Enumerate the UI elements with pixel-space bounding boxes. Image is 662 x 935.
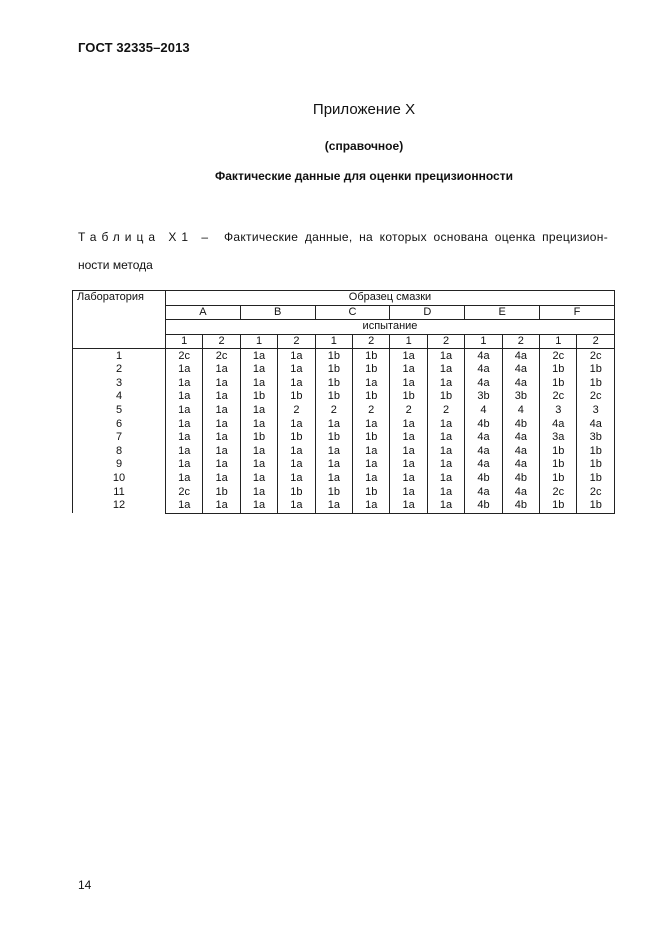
value-cell: 2 (427, 404, 464, 418)
value-cell: 1a (240, 363, 277, 377)
value-cell: 1b (315, 485, 352, 499)
value-cell: 1a (427, 445, 464, 459)
table-row (73, 499, 615, 513)
value-cell: 1a (390, 472, 427, 486)
value-cell: 1a (390, 417, 427, 431)
value-cell: 1b (353, 485, 390, 499)
value-cell: 4a (502, 445, 539, 459)
value-cell: 1b (540, 445, 577, 459)
data-table (72, 290, 615, 514)
value-cell: 4a (540, 417, 577, 431)
lab-number-cell: 1 (73, 349, 166, 363)
value-cell: 1a (166, 404, 203, 418)
table-caption (78, 230, 608, 272)
test-number-header: 1 (465, 334, 502, 349)
table-row (73, 458, 615, 472)
test-number-header: 1 (540, 334, 577, 349)
appendix-title: Приложение X (312, 101, 416, 118)
value-cell: 1a (240, 485, 277, 499)
value-cell: 2c (166, 485, 203, 499)
table-row (73, 349, 615, 363)
lab-header-spacer (73, 334, 166, 349)
value-cell: 1a (278, 499, 315, 513)
value-cell: 4b (465, 499, 502, 513)
value-cell: 1a (390, 363, 427, 377)
appendix-kind: (справочное) (324, 139, 404, 153)
value-cell: 1a (390, 499, 427, 513)
value-cell: 4a (465, 458, 502, 472)
value-cell: 1b (278, 431, 315, 445)
value-cell: 1b (315, 377, 352, 391)
table-row (73, 390, 615, 404)
value-cell: 1a (166, 377, 203, 391)
value-cell: 1b (577, 499, 615, 513)
lab-number-cell: 2 (73, 363, 166, 377)
value-cell: 1a (203, 445, 240, 459)
lab-number-cell: 10 (73, 472, 166, 486)
value-cell: 2c (577, 390, 615, 404)
value-cell: 1b (540, 499, 577, 513)
value-cell: 1a (166, 472, 203, 486)
value-cell: 1b (353, 431, 390, 445)
value-cell: 2 (278, 404, 315, 418)
value-cell: 1a (166, 458, 203, 472)
table-row (73, 417, 615, 431)
value-cell: 1a (390, 485, 427, 499)
value-cell: 2c (540, 485, 577, 499)
value-cell: 4a (465, 485, 502, 499)
appendix-subtitle: Фактические данные для оценки прецизионности (215, 169, 513, 183)
table-row (73, 472, 615, 486)
sample-header: C (315, 305, 390, 320)
value-cell: 1a (427, 431, 464, 445)
value-cell: 1a (240, 377, 277, 391)
value-cell: 2 (353, 404, 390, 418)
value-cell: 1a (353, 417, 390, 431)
value-cell: 4a (502, 363, 539, 377)
value-cell: 1b (577, 445, 615, 459)
value-cell: 2c (203, 349, 240, 363)
value-cell: 1a (427, 472, 464, 486)
table-caption-text: Фактические данные, на которых основана оценка прецизион- (223, 230, 608, 244)
lab-number-cell: 6 (73, 417, 166, 431)
value-cell: 3a (540, 431, 577, 445)
value-cell: 1b (203, 485, 240, 499)
value-cell: 1a (203, 458, 240, 472)
value-cell: 1a (390, 458, 427, 472)
value-cell: 1a (353, 458, 390, 472)
value-cell: 4a (465, 363, 502, 377)
value-cell: 1b (353, 390, 390, 404)
value-cell: 1b (540, 363, 577, 377)
value-cell: 2c (540, 349, 577, 363)
value-cell: 4b (465, 472, 502, 486)
table-row (73, 404, 615, 418)
value-cell: 1a (278, 458, 315, 472)
value-cell: 1b (240, 390, 277, 404)
value-cell: 1a (427, 349, 464, 363)
value-cell: 1a (166, 390, 203, 404)
test-number-header: 2 (577, 334, 615, 349)
value-cell: 1a (240, 472, 277, 486)
lab-number-cell: 4 (73, 390, 166, 404)
value-cell: 1b (240, 431, 277, 445)
value-cell: 1a (166, 417, 203, 431)
value-cell: 1a (240, 458, 277, 472)
value-cell: 2 (315, 404, 352, 418)
value-cell: 3b (465, 390, 502, 404)
value-cell: 1a (240, 417, 277, 431)
value-cell: 1a (166, 445, 203, 459)
value-cell: 1b (390, 390, 427, 404)
value-cell: 1b (540, 377, 577, 391)
test-number-header: 2 (278, 334, 315, 349)
value-cell: 4a (502, 485, 539, 499)
lab-number-cell: 7 (73, 431, 166, 445)
value-cell: 1a (427, 458, 464, 472)
value-cell: 1a (278, 377, 315, 391)
value-cell: 4a (465, 349, 502, 363)
value-cell: 1a (203, 472, 240, 486)
value-cell: 1a (203, 417, 240, 431)
lab-number-cell: 5 (73, 404, 166, 418)
lab-number-cell: 8 (73, 445, 166, 459)
value-cell: 1a (240, 445, 277, 459)
value-cell: 4b (502, 499, 539, 513)
lab-number-cell: 3 (73, 377, 166, 391)
value-cell: 1a (427, 499, 464, 513)
value-cell: 3b (577, 431, 615, 445)
test-header-row (73, 320, 615, 335)
test-numbers-row (73, 334, 615, 349)
value-cell: 1a (427, 377, 464, 391)
lab-number-cell: 9 (73, 458, 166, 472)
value-cell: 1b (577, 377, 615, 391)
value-cell: 1a (353, 499, 390, 513)
test-number-header: 2 (427, 334, 464, 349)
value-cell: 4b (502, 472, 539, 486)
test-group-header: испытание (166, 320, 615, 335)
value-cell: 4a (502, 349, 539, 363)
value-cell: 1a (390, 445, 427, 459)
value-cell: 1a (353, 445, 390, 459)
sample-header: A (166, 305, 241, 320)
page-number: 14 (78, 878, 92, 892)
value-cell: 1a (240, 499, 277, 513)
value-cell: 1a (278, 363, 315, 377)
value-cell: 1b (577, 472, 615, 486)
document-header: ГОСТ 32335–2013 (78, 40, 190, 55)
value-cell: 1a (353, 472, 390, 486)
value-cell: 1b (577, 363, 615, 377)
value-cell: 1a (315, 499, 352, 513)
sample-names-row (73, 305, 615, 320)
value-cell: 1b (315, 431, 352, 445)
sample-header: D (390, 305, 465, 320)
value-cell: 1a (427, 485, 464, 499)
value-cell: 1a (203, 390, 240, 404)
sample-header: F (540, 305, 615, 320)
value-cell: 4a (502, 377, 539, 391)
value-cell: 3 (577, 404, 615, 418)
value-cell: 1a (427, 417, 464, 431)
value-cell: 1a (353, 377, 390, 391)
value-cell: 4 (502, 404, 539, 418)
value-cell: 1a (166, 431, 203, 445)
test-number-header: 2 (353, 334, 390, 349)
value-cell: 3 (540, 404, 577, 418)
table-row (73, 445, 615, 459)
value-cell: 1b (577, 458, 615, 472)
value-cell: 4a (465, 445, 502, 459)
test-number-header: 1 (390, 334, 427, 349)
value-cell: 1a (278, 472, 315, 486)
value-cell: 1a (203, 499, 240, 513)
value-cell: 1b (278, 485, 315, 499)
value-cell: 1a (203, 431, 240, 445)
table-caption-continuation: ности метода (78, 258, 153, 272)
lab-number-cell: 11 (73, 485, 166, 499)
value-cell: 1a (278, 349, 315, 363)
value-cell: 1a (278, 445, 315, 459)
lab-number-cell: 12 (73, 499, 166, 513)
value-cell: 4b (502, 417, 539, 431)
value-cell: 1a (203, 404, 240, 418)
test-number-header: 1 (315, 334, 352, 349)
value-cell: 1a (240, 349, 277, 363)
value-cell: 1b (540, 458, 577, 472)
value-cell: 4b (465, 417, 502, 431)
value-cell: 1b (353, 363, 390, 377)
value-cell: 1b (315, 390, 352, 404)
value-cell: 1a (427, 363, 464, 377)
value-cell: 1a (278, 417, 315, 431)
value-cell: 2 (390, 404, 427, 418)
sample-header: B (240, 305, 315, 320)
test-number-header: 1 (166, 334, 203, 349)
lab-header-spacer (73, 320, 166, 335)
value-cell: 1a (315, 458, 352, 472)
table-caption-label: Таблица X1 – (78, 230, 214, 244)
value-cell: 4a (502, 431, 539, 445)
table-row (73, 377, 615, 391)
value-cell: 2c (577, 349, 615, 363)
value-cell: 1b (315, 363, 352, 377)
value-cell: 1a (390, 349, 427, 363)
value-cell: 1a (315, 417, 352, 431)
lab-column-header: Лаборатория (73, 291, 166, 306)
value-cell: 4a (502, 458, 539, 472)
value-cell: 1b (427, 390, 464, 404)
value-cell: 1a (166, 363, 203, 377)
test-number-header: 2 (502, 334, 539, 349)
value-cell: 4a (577, 417, 615, 431)
table-header-row (73, 291, 615, 306)
value-cell: 1a (203, 363, 240, 377)
value-cell: 1a (166, 499, 203, 513)
value-cell: 1a (240, 404, 277, 418)
sample-group-header: Образец смазки (166, 291, 615, 306)
value-cell: 1b (315, 349, 352, 363)
value-cell: 1a (315, 445, 352, 459)
value-cell: 1a (390, 377, 427, 391)
value-cell: 1a (315, 472, 352, 486)
value-cell: 2c (577, 485, 615, 499)
value-cell: 3b (502, 390, 539, 404)
value-cell: 1b (540, 472, 577, 486)
table-row (73, 363, 615, 377)
value-cell: 4a (465, 377, 502, 391)
value-cell: 1a (203, 377, 240, 391)
table-row (73, 485, 615, 499)
value-cell: 1a (390, 431, 427, 445)
test-number-header: 1 (240, 334, 277, 349)
value-cell: 2c (166, 349, 203, 363)
value-cell: 4a (465, 431, 502, 445)
value-cell: 4 (465, 404, 502, 418)
value-cell: 1b (353, 349, 390, 363)
value-cell: 1b (278, 390, 315, 404)
table-row (73, 431, 615, 445)
value-cell: 2c (540, 390, 577, 404)
lab-header-spacer (73, 305, 166, 320)
sample-header: E (465, 305, 540, 320)
test-number-header: 2 (203, 334, 240, 349)
